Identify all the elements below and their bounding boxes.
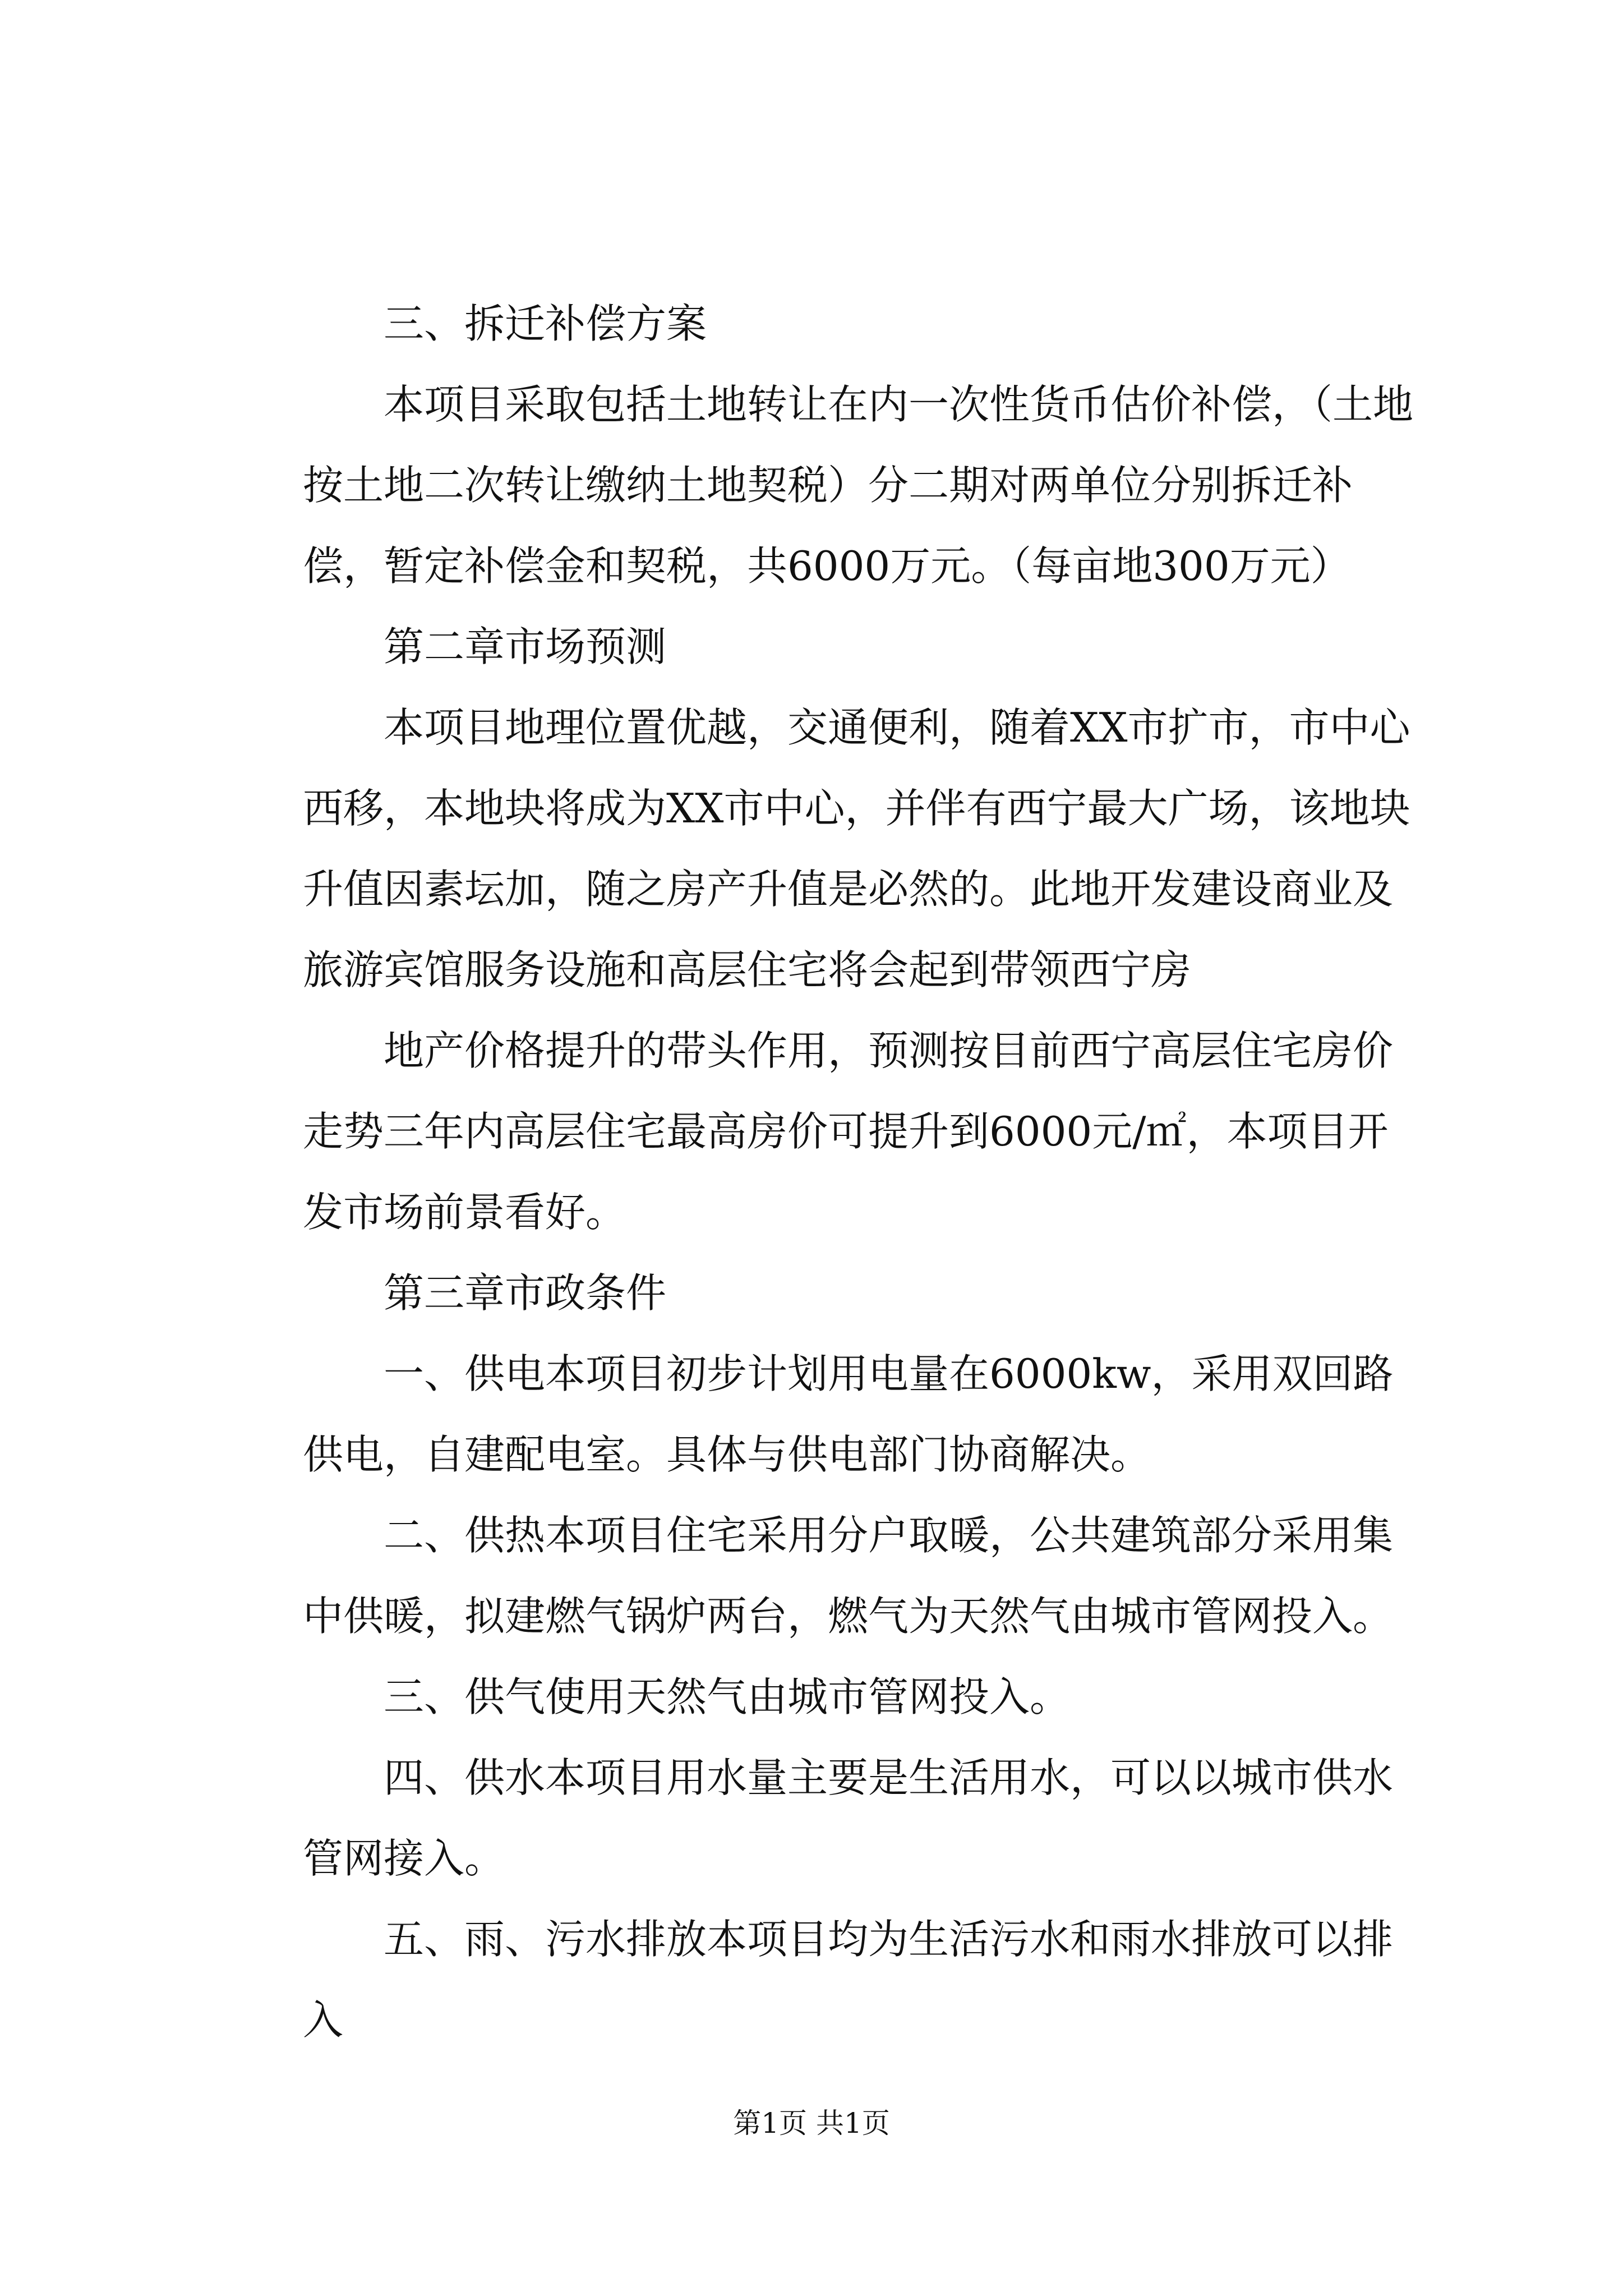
- page-footer: 第1页 共1页: [733, 2107, 890, 2139]
- paragraph-gas-supply: 三、供气使用天然气由城市管网投入。: [384, 1673, 1071, 1720]
- paragraph-compensation: 本项目采取包括土地转让在内一次性货币估价补偿，（土地按土地二次转让缴纳土地契税）分二期对两单位分别拆迁补偿，暂定补偿金和契税，共6000万元。（每亩地300万元）: [303, 381, 1414, 590]
- heading-chapter-two: 第二章市场预测: [384, 623, 667, 670]
- paragraph-market-outlook: 地产价格提升的带头作用，预测按目前西宁高层住宅房价走势三年内高层住宅最高房价可提升到6000元/㎡，本项目开发市场前景看好。: [303, 1027, 1394, 1236]
- paragraph-heating: 二、供热本项目住宅采用分户取暖，公共建筑部分采用集中供暖，拟建燃气锅炉两台，燃气为天然气由城市管网投入。: [303, 1512, 1394, 1640]
- paragraph-power-supply: 一、供电本项目初步计划用电量在6000kw，采用双回路供电，自建配电室。具体与供电部门协商解决。: [303, 1350, 1394, 1478]
- paragraph-water-supply: 四、供水本项目用水量主要是生活用水，可以以城市供水管网接入。: [303, 1754, 1394, 1882]
- paragraph-drainage: 五、雨、污水排放本项目均为生活污水和雨水排放可以排入: [303, 1916, 1394, 2044]
- document-body: [303, 283, 1419, 2060]
- paragraph-market-location: 本项目地理位置优越，交通便利，随着XX市扩市，市中心西移，本地块将成为XX市中心，并伴有西宁最大广场，该地块升值因素坛加，随之房产升值是必然的。此地开发建设商业及旅游宾馆服务设施和高层住宅将会起到带领西宁房: [303, 704, 1410, 993]
- heading-chapter-three: 第三章市政条件: [384, 1269, 667, 1317]
- heading-compensation-plan: 三、拆迁补偿方案: [384, 300, 707, 347]
